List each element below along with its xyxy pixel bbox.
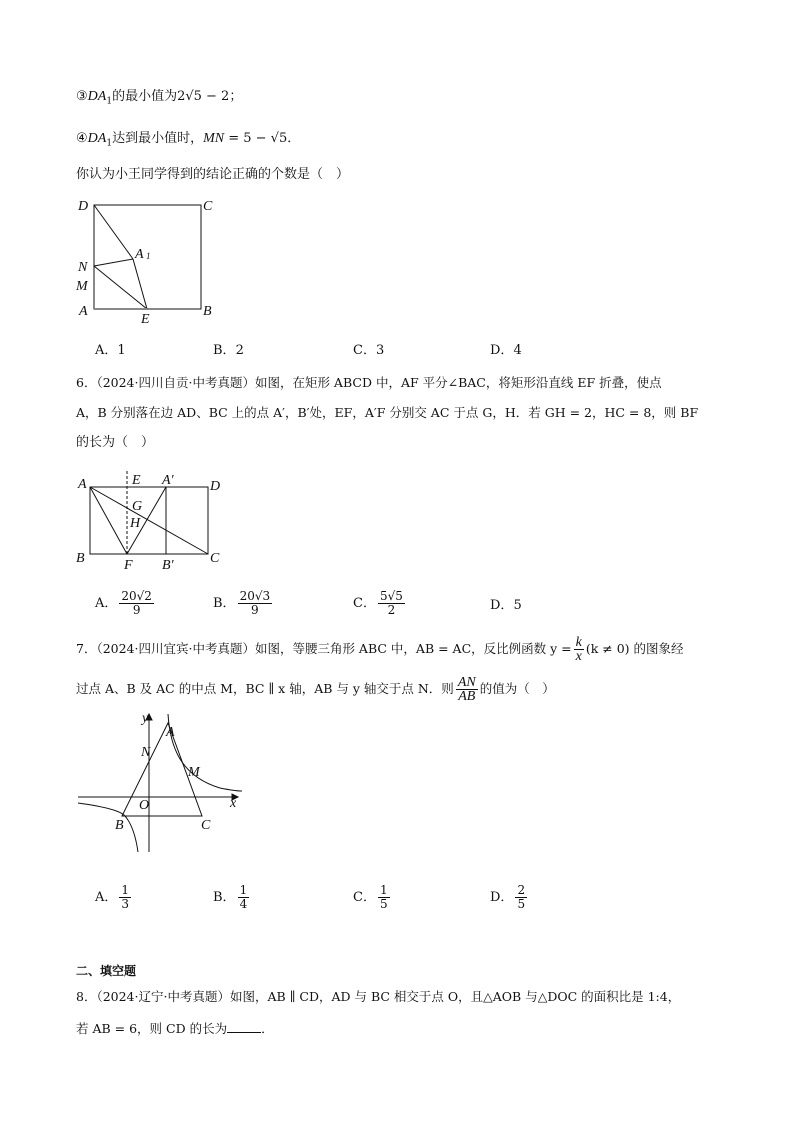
label-b: B xyxy=(203,304,212,319)
q8-line-2 xyxy=(76,1020,274,1038)
option-fraction xyxy=(378,590,405,617)
fraction-an-over-ab xyxy=(456,676,478,703)
q7-text: (k ≠ 0) 的图象经 xyxy=(585,641,684,656)
denominator: x xyxy=(575,649,582,664)
q7-option-a[interactable] xyxy=(95,884,133,911)
statement-3 xyxy=(76,88,242,111)
option-fraction xyxy=(515,884,527,911)
option-value: 5 xyxy=(513,598,522,613)
figure-q6 xyxy=(70,466,240,576)
subscript: 1 xyxy=(106,138,113,149)
option-label: C． xyxy=(353,890,376,905)
min-value: 2√5 − 2 xyxy=(177,89,230,104)
label-c: C xyxy=(201,818,211,833)
option-fraction xyxy=(238,884,250,911)
option-label: C． xyxy=(353,343,376,358)
segment-d-a1 xyxy=(94,205,133,259)
q6-line-2: A，B 分别落在边 AD、BC 上的点 A′，B′处，EF，A′F 分别交 AC 于点 G，H．若 GH = 2，HC = 8，则 BF xyxy=(76,405,699,420)
label-c: C xyxy=(210,551,220,566)
q8-punctuation: ． xyxy=(261,1021,274,1036)
q7-text: 的值为（ ） xyxy=(479,681,555,696)
denominator: 3 xyxy=(121,897,130,911)
denominator: 5 xyxy=(379,897,388,911)
denominator: AB xyxy=(458,689,476,704)
numerator: k xyxy=(575,635,582,650)
label-c: C xyxy=(203,199,213,214)
circled-number-3: ③ xyxy=(76,89,88,104)
label-f: F xyxy=(124,558,133,573)
option-label: A． xyxy=(95,596,118,611)
label-n: N xyxy=(141,745,151,760)
option-fraction xyxy=(238,590,273,617)
fraction-k-over-x xyxy=(574,636,584,663)
section-heading-fill-blank: 二、填空题 xyxy=(76,964,137,978)
q6-option-a[interactable] xyxy=(95,590,156,617)
q7-text: 过点 A、B 及 AC 的中点 M，BC ∥ x 轴，AB 与 y 轴交于点 N．则 xyxy=(76,681,454,696)
q7-option-b[interactable] xyxy=(213,884,251,911)
option-fraction xyxy=(119,590,154,617)
q7-text: 7．（2024·四川宜宾·中考真题）如图，等腰三角形 ABC 中，AB = AC，反比例函数 y = xyxy=(76,641,572,656)
numerator: AN xyxy=(457,675,476,690)
figure-q5 xyxy=(70,194,230,324)
segment-n-e xyxy=(94,266,147,309)
denominator: 9 xyxy=(251,603,259,617)
label-d: D xyxy=(210,479,221,494)
mn-value: = 5 − √5 xyxy=(224,131,288,146)
q8-text: 若 AB = 6，则 CD 的长为 xyxy=(76,1021,228,1036)
statement-text: 的最小值为 xyxy=(112,89,178,104)
segment-mn: MN xyxy=(203,131,225,146)
option-label: A． xyxy=(95,343,118,358)
numerator: 1 xyxy=(239,883,248,897)
q5-prompt: 你认为小王同学得到的结论正确的个数是（ ） xyxy=(76,167,350,182)
q5-option-c[interactable] xyxy=(353,342,384,360)
label-a1-sub: 1 xyxy=(146,251,151,261)
option-label: A． xyxy=(95,890,118,905)
label-n: N xyxy=(78,260,88,275)
option-label: D． xyxy=(490,343,514,358)
punctuation: ； xyxy=(229,89,243,104)
q8-line-1: 8．（2024·辽宁·中考真题）如图，AB ∥ CD，AD 与 BC 相交于点 O，且△AOB 与△DOC 的面积比是 1:4， xyxy=(76,989,681,1004)
segment-n-a1 xyxy=(94,259,133,266)
option-fraction xyxy=(378,884,390,911)
circled-number-4: ④ xyxy=(76,131,88,146)
denominator: 4 xyxy=(239,897,248,911)
label-a-prime: A′ xyxy=(162,473,174,488)
option-label: B． xyxy=(213,596,236,611)
numerator: 2 xyxy=(517,883,526,897)
q6-option-c[interactable] xyxy=(353,590,407,617)
label-b-prime: B′ xyxy=(162,558,174,573)
option-label: D． xyxy=(490,598,514,613)
label-g: G xyxy=(132,499,143,514)
statement-text: 达到最小值时， xyxy=(112,131,204,146)
q7-line-2 xyxy=(76,676,555,703)
q6-option-d[interactable] xyxy=(490,597,522,615)
label-o: O xyxy=(139,798,150,813)
q6-line-3: 的长为（ ） xyxy=(76,435,155,450)
diagonal-ac xyxy=(90,487,208,554)
q6-option-b[interactable] xyxy=(213,590,274,617)
numerator: 1 xyxy=(121,883,130,897)
denominator: 5 xyxy=(517,897,526,911)
label-a: A xyxy=(166,725,175,740)
label-d: D xyxy=(78,199,89,214)
label-b: B xyxy=(76,551,85,566)
q7-option-c[interactable] xyxy=(353,884,392,911)
label-a: A xyxy=(78,477,87,492)
denominator: 9 xyxy=(132,603,141,617)
hyperbola-branch-2 xyxy=(78,803,138,852)
figure-q7 xyxy=(70,706,250,856)
numerator: 20√2 xyxy=(121,589,152,603)
answer-blank[interactable] xyxy=(227,1020,261,1033)
option-value: 1 xyxy=(117,343,126,358)
label-h: H xyxy=(130,516,141,531)
option-label: C． xyxy=(353,596,376,611)
numerator: 20√3 xyxy=(239,589,271,603)
q5-option-a[interactable] xyxy=(95,342,126,360)
label-b: B xyxy=(115,818,124,833)
option-label: B． xyxy=(213,890,236,905)
q7-option-d[interactable] xyxy=(490,884,529,911)
option-value: 2 xyxy=(235,343,244,358)
option-label: B． xyxy=(213,343,236,358)
label-a: A xyxy=(79,304,88,319)
label-e: E xyxy=(141,312,150,324)
segment-da: DA xyxy=(87,89,107,104)
q7-line-1 xyxy=(76,636,684,663)
label-m: M xyxy=(76,279,88,294)
q6-line-1: 6．（2024·四川自贡·中考真题）如图，在矩形 ABCD 中，AF 平分∠BAC，将矩形沿直线 EF 折叠，使点 xyxy=(76,375,662,390)
option-value: 4 xyxy=(513,343,522,358)
numerator: 1 xyxy=(379,883,388,897)
option-fraction xyxy=(119,884,131,911)
subscript: 1 xyxy=(106,96,113,107)
option-value: 3 xyxy=(375,343,385,358)
segment-a1-e xyxy=(133,259,147,309)
q5-option-d[interactable] xyxy=(490,342,522,360)
label-a1: A xyxy=(135,247,144,262)
numerator: 5√5 xyxy=(379,589,403,603)
label-x: x xyxy=(230,796,237,811)
denominator: 2 xyxy=(387,603,396,617)
label-m: M xyxy=(188,765,200,780)
q5-option-b[interactable] xyxy=(213,342,244,360)
punctuation: ． xyxy=(287,131,301,146)
option-label: D． xyxy=(490,890,514,905)
statement-4 xyxy=(76,130,300,153)
label-y: y xyxy=(142,711,149,726)
segment-da: DA xyxy=(87,131,107,146)
label-e: E xyxy=(132,473,141,488)
